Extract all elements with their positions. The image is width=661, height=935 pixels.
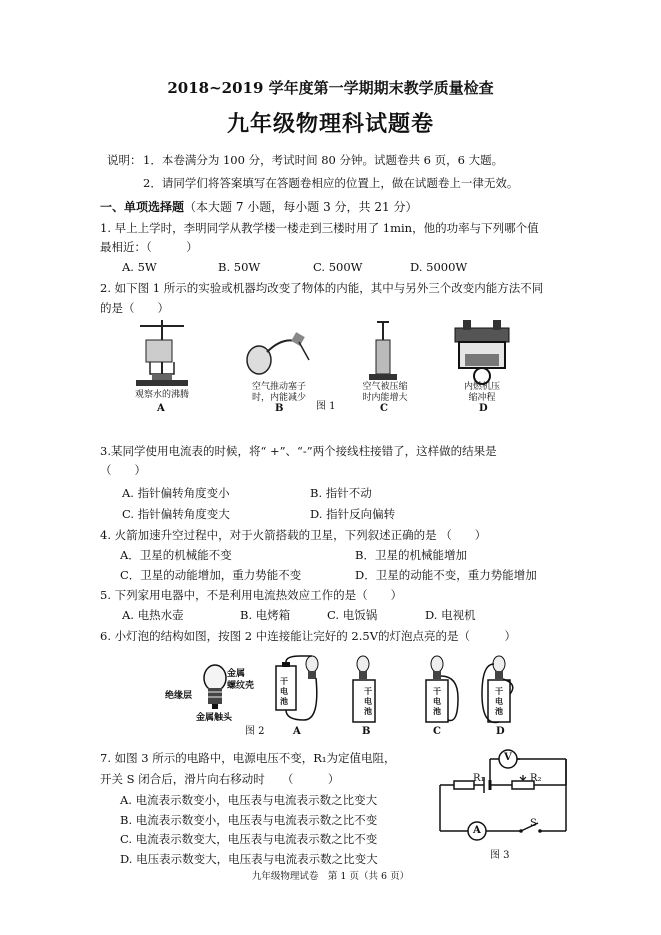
battery-label-a: 干 电 池 — [280, 676, 288, 706]
figure-1-letter-d: D — [479, 403, 488, 414]
section-heading — [100, 198, 417, 215]
q5-option-b: B. 电烤箱 — [240, 608, 291, 622]
figure-2-circuit-a — [270, 654, 325, 726]
instructions-prefix: 说明： — [107, 153, 142, 167]
bulb-label-metal-tip: 金属触头 — [196, 713, 233, 723]
q2-line-1: 2. 如下图 1 所示的实验或机器均改变了物体的内能，其中与另外三个改变内能方法不同 — [100, 281, 544, 295]
q5-option-c: C. 电饭锅 — [327, 608, 378, 622]
voltmeter-label: V — [504, 752, 512, 763]
figure-1-caption-a: 观察水的沸腾 — [134, 390, 189, 400]
resistor-r1-label: R₁ — [473, 773, 485, 784]
q4-option-b: B．卫星的机械能增加 — [355, 548, 467, 562]
q1-option-d: D. 5000W — [410, 260, 468, 274]
q1-option-c: C. 500W — [313, 260, 363, 274]
q2-line-2: 的是（ ） — [100, 301, 169, 315]
q7-option-c: C. 电流表示数变大，电压表与电流表示数之比不变 — [120, 832, 378, 846]
q4-line-1: 4. 火箭加速升空过程中，对于火箭搭载的卫星，下列叙述正确的是 （ ） — [100, 528, 487, 542]
figure-1-caption-d: 内燃机压 缩冲程 — [463, 382, 500, 403]
q3-line-1: 3.某同学使用电流表的时候，将“ +”、“-”两个接线柱接错了，这样做的结果是 — [100, 444, 497, 458]
q1-option-b: B. 50W — [218, 260, 261, 274]
q1-option-a: A. 5W — [122, 260, 157, 274]
bulb-label-insulation: 绝缘层 — [165, 691, 193, 701]
switch-label: S — [530, 818, 537, 829]
q3-option-d: D. 指针反向偏转 — [310, 507, 396, 521]
q1-line-2: 最相近：（ ） — [100, 240, 198, 254]
q3-option-c: C. 指针偏转角度变大 — [122, 507, 230, 521]
q5-line-1: 5. 下列家用电器中，不是利用电流热效应工作的是（ ） — [100, 588, 403, 602]
q7-option-b: B. 电流表示数变小，电压表与电流表示数之比不变 — [120, 813, 378, 827]
q7-line-1: 7. 如图 3 所示的电路中，电源电压不变，R₁为定值电阻， — [100, 751, 396, 765]
bulb-label-metal-shell: 金属 螺纹壳 — [227, 669, 255, 691]
figure-1-apparatus-c — [363, 320, 403, 382]
q3-option-a: A. 指针偏转角度变小 — [122, 486, 230, 500]
figure-2-letter-a: A — [293, 726, 301, 737]
figure-1-letter-a: A — [157, 403, 165, 414]
exam-subtitle: 九年级物理科试题卷 — [226, 111, 434, 137]
figure-2-bulb-structure — [200, 664, 230, 712]
q5-option-a: A. 电热水壶 — [122, 608, 184, 622]
figure-3-circuit — [420, 745, 580, 845]
q4-option-d: D．卫星的动能不变，重力势能增加 — [355, 568, 537, 582]
q6-line-1: 6. 小灯泡的结构如图，按图 2 中连接能让完好的 2.5V的灯泡点亮的是（ ） — [100, 629, 517, 643]
q5-option-d: D. 电视机 — [425, 608, 476, 622]
exam-title: 2018~2019 学年度第一学期期末教学质量检查 — [167, 79, 494, 97]
figure-1-apparatus-d — [447, 318, 517, 386]
figure-2-letter-d: D — [496, 726, 505, 737]
section-title: 一、单项选择题 — [100, 200, 185, 214]
q4-option-c: C．卫星的动能增加，重力势能不变 — [120, 568, 302, 582]
q3-line-2: （ ） — [100, 463, 146, 477]
page-footer: 九年级物理试卷 第 1 页（共 6 页） — [251, 871, 410, 882]
figure-1-caption-c: 空气被压缩 时内能增大 — [362, 382, 408, 403]
q3-option-b: B. 指针不动 — [310, 486, 372, 500]
q4-option-a: A．卫星的机械能不变 — [120, 548, 232, 562]
figure-1-apparatus-b — [243, 330, 313, 380]
figure-1-letter-b: B — [275, 403, 284, 414]
instructions-item-1: 1．本卷满分为 100 分，考试时间 80 分钟。试题卷共 6 页，6 大题。 — [143, 153, 504, 167]
figure-2-letter-b: B — [362, 726, 371, 737]
battery-label-c: 干 电 池 — [433, 686, 441, 716]
figure-2-letter-c: C — [433, 726, 441, 737]
q7-line-2: 开关 S 闭合后，滑片向右移动时 （ ） — [100, 772, 340, 786]
section-note: （本大题 7 小题，每小题 3 分，共 21 分） — [184, 200, 418, 214]
instructions-item-2: 2．请同学们将答案填写在答题卷相应的位置上，做在试题卷上一律无效。 — [143, 176, 519, 190]
figure-1-label: 图 1 — [316, 401, 336, 412]
battery-label-d: 干 电 池 — [495, 686, 503, 716]
figure-1-apparatus-a — [132, 318, 192, 390]
battery-label-b: 干 电 池 — [364, 686, 372, 716]
ammeter-label: A — [473, 825, 481, 836]
q7-option-d: D. 电压表示数变大，电压表与电流表示数之比变大 — [120, 852, 378, 866]
q1-line-1: 1. 早上上学时，李明同学从教学楼一楼走到三楼时用了 1min，他的功率与下列哪个值 — [100, 221, 539, 235]
figure-1-caption-b: 空气推动塞子 时，内能减少 — [251, 382, 306, 403]
resistor-r2-label: R₂ — [530, 773, 542, 784]
figure-1-letter-c: C — [380, 403, 388, 414]
figure-3-label: 图 3 — [490, 850, 510, 861]
q7-option-a: A. 电流表示数变小，电压表与电流表示数之比变大 — [120, 793, 378, 807]
figure-2-label: 图 2 — [245, 726, 265, 737]
